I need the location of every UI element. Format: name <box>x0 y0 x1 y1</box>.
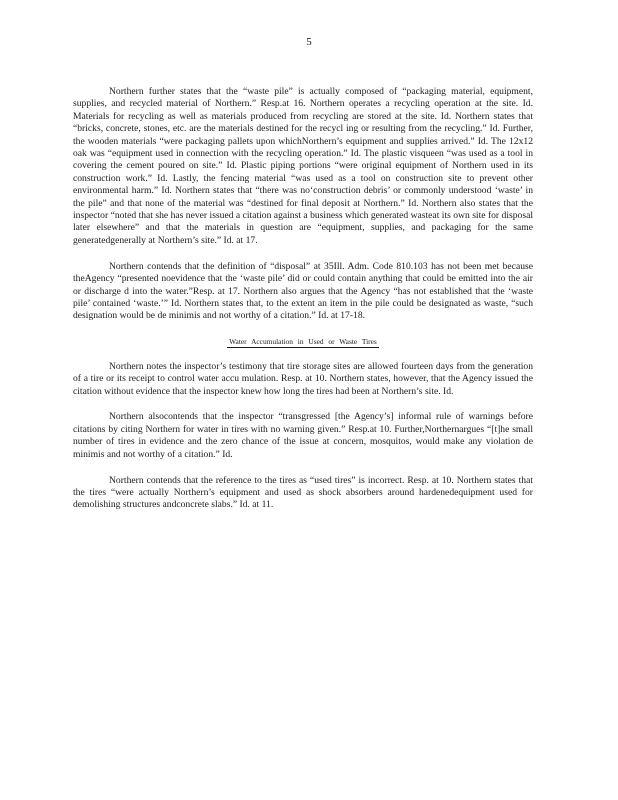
paragraph-informal-rule: Northern alsocontends that the inspector “transgressed [the Agency’s] informal rule of warnings before citations by citing Northern for water in tires with no warning given.” Resp.at 10. Further,Northernargues “[t]he small number of tires in evidence and the zero chance of the issue at concern, mosquitos, would make any violation de minimis and not worthy of a citation.” Id. <box>73 411 533 460</box>
section-heading-text: Water Accumulation in Used or Waste Tires <box>229 337 377 347</box>
paragraph-tire-storage: Northern notes the inspector’s testimony that tire storage sites are allowed fourteen days from the generation of a tire or its receipt to control water accu mulation. Resp. at 10. Northern states, however, that the Agency issued the citation without evidence that the inspector knew how long the tires had been at Northern’s site. Id. <box>73 360 533 397</box>
section-heading <box>73 336 533 348</box>
page-number: 5 <box>306 36 312 48</box>
paragraph-disposal-definition: Northern contends that the definition of “disposal” at 35Ill. Adm. Code 810.103 has not been met because theAgency “presented noevidence that the ‘waste pile’ did or could contain anything that could be emitted into the air or discharge d into the water.”Resp. at 17. Northern also argues that the Agency “has not established that the ‘waste pile’ contained ‘waste.’” Id. Northern states that, to the extent an item in the pile could be designated as waste, “such designation would be de minimis and not worthy of a citation.” Id. at 17-18. <box>73 260 533 322</box>
paragraph-waste-pile: Northern further states that the “waste pile” is actually composed of “packaging material, equipment, supplies, and recycled material of Northern.” Resp.at 16. Northern operates a recycling operation at the site. Id. Materials for recycling as well as materials produced from recycling are stored at the site. Id. Northern states that “bricks, concrete, stones, etc. are the materials destined for the recycl ing or resulting from the recycling.” Id. Further, the wooden materials “were packaging pallets upon whichNorthern’s equipment and supplies arrived.” Id. The 12x12 oak was “equipment used in connection with the recycling operation.” Id. The plastic visqueen “was used as a tool in covering the cement poured on site.” Id. Plastic piping portions “were original equipment of Northern used in its construction work.” Id. Lastly, the fencing material “was used as a tool on construction site to prevent other environmental harm.” Id. Northern states that “there was no‘construction debris’ or commonly understood ‘waste’ in the pile” and that none of the material was “destined for final deposit at Northern.” Id. Northern also states that the inspector “noted that she has never issued a citation against a business which generated wasteat its own site for disposal later elsewhere” and that the materials in question are “equipment, supplies, and packaging for the same generatedgenerally at Northern’s site.” Id. at 17. <box>73 86 533 246</box>
paragraph-used-tires: Northern contends that the reference to the tires as “used tires” is incorrect. Resp. at 10. Northern states that the tires “were actually Northern’s equipment and used as shock absorbers around hardenedequipment used for demolishing structures andconcrete slabs.” Id. at 11. <box>73 474 533 511</box>
document-body <box>73 86 533 525</box>
